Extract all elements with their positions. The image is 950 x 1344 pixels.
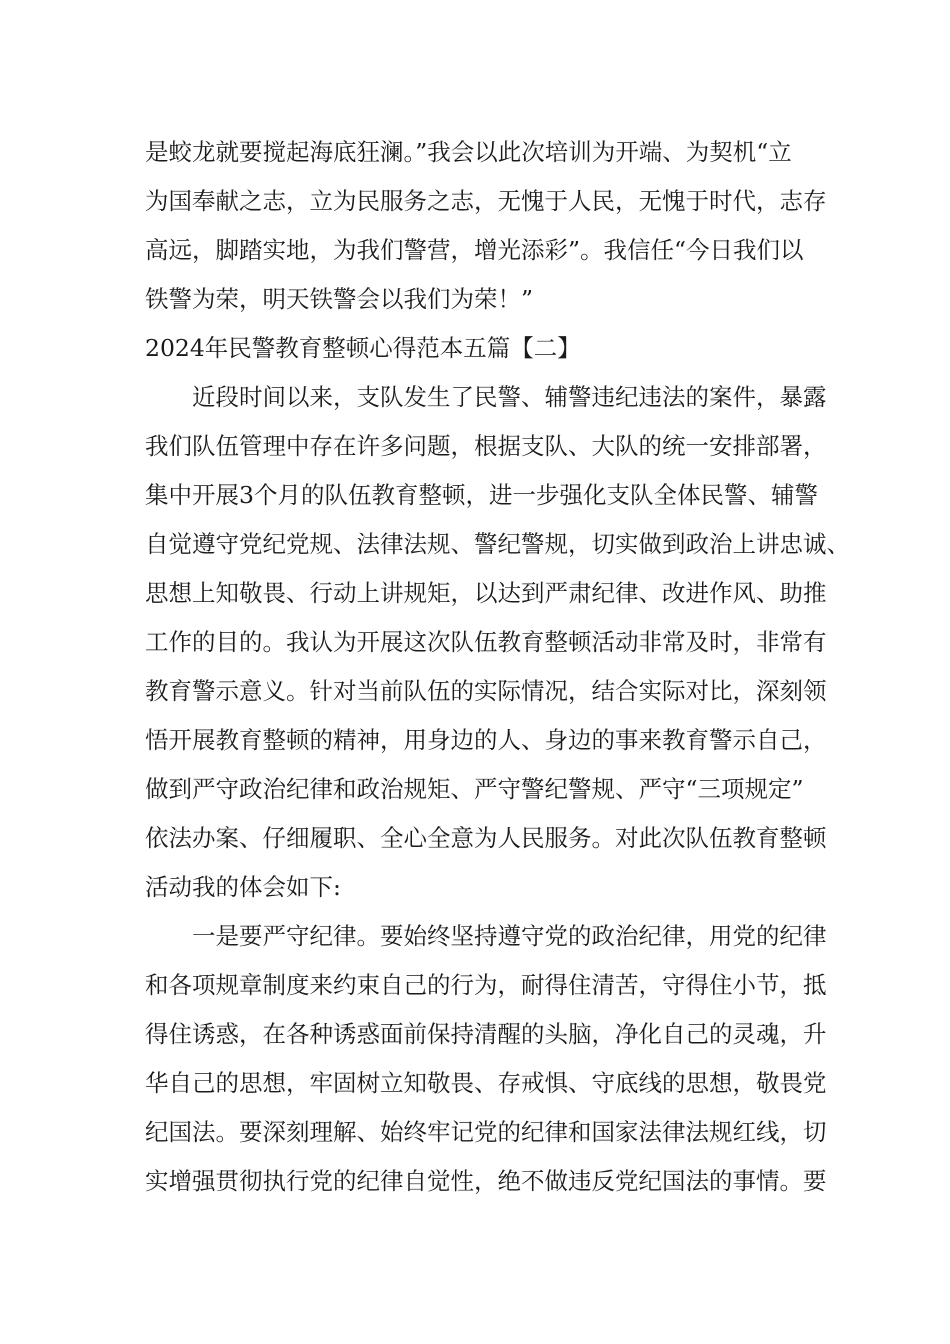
text-line: 高远，脚踏实地，为我们警营，增光添彩”。我信任“今日我们以 <box>145 236 804 264</box>
document-body <box>145 128 850 1206</box>
text-line: 得住诱惑，在各种诱惑面前保持清醒的头脑，净化自己的灵魂，升 <box>145 1020 827 1048</box>
text-line: 纪国法。要深刻理解、始终牢记党的纪律和国家法律法规红线，切 <box>145 1118 827 1146</box>
text-line: 活动我的体会如下: <box>145 873 341 901</box>
text-line: 集中开展3个月的队伍教育整顿，进一步强化支队全体民警、辅警 <box>145 481 818 509</box>
text-line: 是蛟龙就要搅起海底狂澜。”我会以此次培训为开端、为契机“立 <box>145 138 792 166</box>
text-line: 和各项规章制度来约束自己的行为，耐得住清苦，守得住小节，抵 <box>145 971 827 999</box>
text-line: 铁警为荣，明天铁警会以我们为荣！” <box>145 285 534 313</box>
text-line: 做到严守政治纪律和政治规矩、严守警纪警规、严守“三项规定” <box>145 775 804 803</box>
text-line: 思想上知敬畏、行动上讲规矩，以达到严肃纪律、改进作风、助推 <box>145 579 827 607</box>
text-line: 依法办案、仔细履职、全心全意为人民服务。对此次队伍教育整顿 <box>145 824 827 852</box>
text-line: 自觉遵守党纪党规、法律法规、警纪警规，切实做到政治上讲忠诚、 <box>145 530 850 558</box>
text-line: 华自己的思想，牢固树立知敬畏、存戒惧、守底线的思想，敬畏党 <box>145 1069 827 1097</box>
text-line: 为国奉献之志，立为民服务之志，无愧于人民，无愧于时代，志存 <box>145 187 827 215</box>
text-line: 悟开展教育整顿的精神，用身边的人、身边的事来教育警示自己， <box>145 726 827 754</box>
text-line: 实增强贯彻执行党的纪律自觉性，绝不做违反党纪国法的事情。要 <box>145 1167 827 1195</box>
section-heading: 2024年民警教育整顿心得范本五篇【二】 <box>145 334 581 362</box>
paragraph-first-line: 一是要严守纪律。要始终坚持遵守党的政治纪律，用党的纪律 <box>192 922 827 950</box>
text-line: 教育警示意义。针对当前队伍的实际情况，结合实际对比，深刻领 <box>145 677 827 705</box>
text-line: 我们队伍管理中存在许多问题，根据支队、大队的统一安排部署， <box>145 432 827 460</box>
text-line: 工作的目的。我认为开展这次队伍教育整顿活动非常及时，非常有 <box>145 628 827 656</box>
paragraph-first-line: 近段时间以来，支队发生了民警、辅警违纪违法的案件，暴露 <box>192 383 827 411</box>
